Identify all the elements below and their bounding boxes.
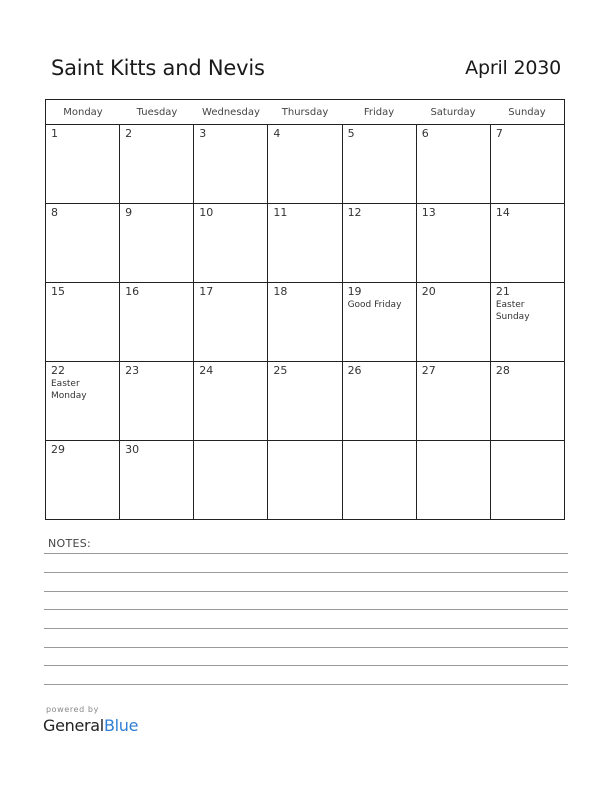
day-number: 12 xyxy=(347,206,362,219)
notes-line xyxy=(44,609,568,610)
weekday-friday: Friday xyxy=(363,106,395,118)
day-cell xyxy=(417,125,491,203)
day-cell xyxy=(120,204,194,282)
notes-line xyxy=(44,665,568,666)
day-number: 28 xyxy=(495,364,510,377)
day-cell xyxy=(194,204,268,282)
day-cell xyxy=(268,362,342,440)
week-row xyxy=(46,283,564,362)
day-number: 23 xyxy=(125,364,140,377)
month-title: April 2030 xyxy=(465,57,561,79)
day-number: 10 xyxy=(199,206,214,219)
day-cell xyxy=(46,362,120,440)
notes-line xyxy=(44,628,568,629)
day-number: 20 xyxy=(421,285,436,298)
day-number: 5 xyxy=(347,127,355,140)
day-cell xyxy=(417,362,491,440)
week-row xyxy=(46,204,564,283)
weekday-wednesday: Wednesday xyxy=(202,106,260,118)
country-title: Saint Kitts and Nevis xyxy=(51,56,265,80)
day-cell xyxy=(46,283,120,361)
holiday-label: Good Friday xyxy=(347,300,402,310)
day-cell xyxy=(491,125,564,203)
day-number: 3 xyxy=(199,127,207,140)
day-number: 9 xyxy=(125,206,133,219)
day-number: 2 xyxy=(125,127,133,140)
notes-line xyxy=(44,553,568,554)
day-cell xyxy=(268,125,342,203)
day-cell xyxy=(417,441,491,519)
day-cell xyxy=(343,125,417,203)
day-cell xyxy=(268,204,342,282)
day-cell xyxy=(120,283,194,361)
notes-label: NOTES: xyxy=(48,537,92,550)
day-cell xyxy=(417,204,491,282)
day-number: 27 xyxy=(421,364,436,377)
day-cell xyxy=(268,441,342,519)
day-number: 29 xyxy=(51,443,65,456)
weekday-monday: Monday xyxy=(63,106,103,118)
day-cell xyxy=(417,283,491,361)
day-cell xyxy=(491,362,564,440)
generalblue-logo xyxy=(43,716,138,735)
day-cell xyxy=(46,204,120,282)
day-cell xyxy=(120,362,194,440)
weekday-thursday: Thursday xyxy=(281,106,329,118)
day-cell xyxy=(343,362,417,440)
day-cell xyxy=(194,283,268,361)
week-row xyxy=(46,362,564,441)
day-number: 14 xyxy=(495,206,510,219)
calendar-grid xyxy=(45,99,565,520)
day-number: 26 xyxy=(347,364,362,377)
day-number: 24 xyxy=(199,364,214,377)
day-number: 17 xyxy=(199,285,214,298)
day-number: 6 xyxy=(421,127,429,140)
week-row xyxy=(46,125,564,204)
day-number: 18 xyxy=(273,285,288,298)
day-number: 7 xyxy=(495,127,503,140)
day-cell xyxy=(491,204,564,282)
powered-by-text: powered by xyxy=(46,705,99,714)
day-number: 30 xyxy=(125,443,140,456)
week-row xyxy=(46,441,564,519)
day-cell xyxy=(491,441,564,519)
weekday-saturday: Saturday xyxy=(430,106,476,118)
holiday-label: Easter Sunday xyxy=(495,300,530,322)
day-cell xyxy=(343,204,417,282)
day-cell xyxy=(343,283,417,361)
day-cell xyxy=(120,441,194,519)
day-number: 16 xyxy=(125,285,140,298)
day-cell xyxy=(46,441,120,519)
day-cell xyxy=(268,283,342,361)
day-cell xyxy=(46,125,120,203)
day-number: 15 xyxy=(51,285,65,298)
day-cell xyxy=(120,125,194,203)
day-cell xyxy=(343,441,417,519)
logo-text-blue: Blue xyxy=(103,716,139,735)
day-number: 19 xyxy=(347,285,362,298)
day-number: 25 xyxy=(273,364,288,377)
weekday-sunday: Sunday xyxy=(508,106,546,118)
day-number: 22 xyxy=(51,364,65,377)
day-number: 8 xyxy=(51,206,58,219)
day-cell xyxy=(194,362,268,440)
notes-line xyxy=(44,591,568,592)
notes-line xyxy=(44,647,568,648)
holiday-label: Easter Monday xyxy=(51,379,87,401)
notes-line xyxy=(44,572,568,573)
day-number: 4 xyxy=(273,127,281,140)
logo-text-general: General xyxy=(43,716,104,735)
day-number: 1 xyxy=(51,127,58,140)
day-number: 11 xyxy=(273,206,288,219)
weekday-tuesday: Tuesday xyxy=(136,106,178,118)
day-cell xyxy=(194,125,268,203)
day-cell xyxy=(194,441,268,519)
day-cell xyxy=(491,283,564,361)
day-number: 21 xyxy=(495,285,510,298)
notes-line xyxy=(44,684,568,685)
weekday-header xyxy=(46,100,564,125)
day-number: 13 xyxy=(421,206,436,219)
